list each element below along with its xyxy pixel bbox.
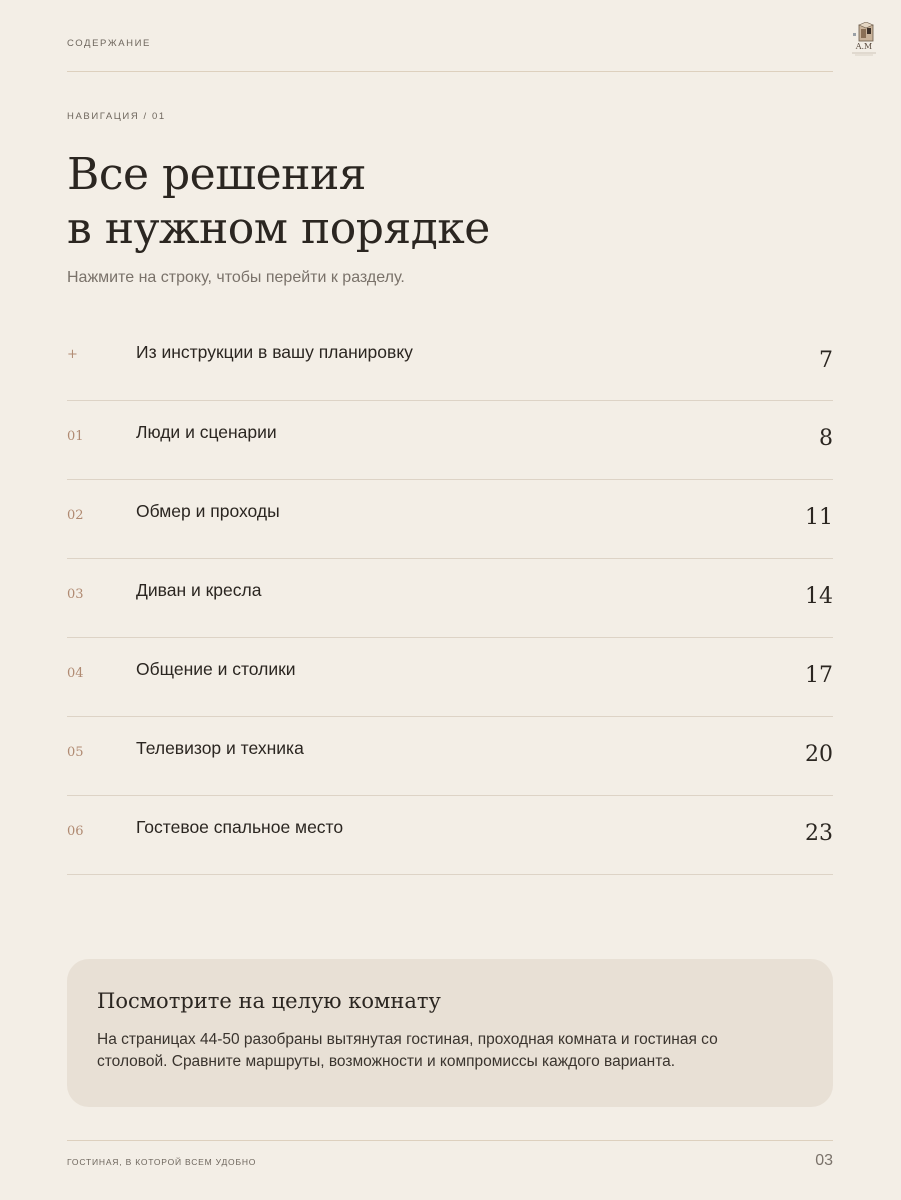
toc-row-05[interactable] [67,717,833,796]
toc-row-page: 8 [819,426,833,451]
toc-row-page: 17 [805,663,833,688]
toc-row-number: 06 [67,824,84,839]
page-title [67,148,490,256]
toc-row-label: Диван и кресла [136,580,262,600]
callout-card [67,959,833,1107]
footer-label: ГОСТИНАЯ, В КОТОРОЙ ВСЕМ УДОБНО [67,1157,257,1167]
page-title-line-1: Все решения [67,149,367,200]
toc-row-label: Из инструкции в вашу планировку [136,342,413,362]
toc-row-number: 01 [67,429,84,444]
toc-row-number: 04 [67,666,84,681]
brand-logo-icon [848,22,880,56]
page [67,0,873,1200]
page-header [67,38,833,50]
toc-row-page: 7 [819,348,833,373]
toc-row-number: 03 [67,587,84,602]
header-label: СОДЕРЖАНИЕ [67,38,151,49]
section-eyebrow: НАВИГАЦИЯ / 01 [67,111,166,122]
toc-row-number: + [67,347,78,362]
toc-row-number: 02 [67,508,84,523]
toc-row-page: 23 [805,821,833,846]
toc-row-label: Гостевое спальное место [136,817,344,837]
toc-row-label: Обмер и проходы [136,501,280,521]
footer-divider [67,1140,833,1141]
toc-row-06[interactable] [67,796,833,875]
table-of-contents [67,322,833,875]
toc-row-page: 20 [805,742,833,767]
toc-row-intro[interactable] [67,322,833,401]
callout-title: Посмотрите на целую комнату [97,989,441,1013]
toc-row-page: 11 [805,505,833,530]
toc-row-label: Люди и сценарии [136,422,277,442]
footer-page-number: 03 [815,1152,833,1169]
toc-row-page: 14 [805,584,833,609]
toc-row-04[interactable] [67,638,833,717]
page-title-line-2: в нужном порядке [67,203,490,254]
toc-row-03[interactable] [67,559,833,638]
toc-row-number: 05 [67,745,84,760]
toc-row-01[interactable] [67,401,833,480]
toc-row-label: Общение и столики [136,659,296,679]
svg-text:A.M: A.M [855,42,873,51]
toc-row-label: Телевизор и техника [136,738,304,758]
header-divider [67,71,833,72]
callout-text: На страницах 44-50 разобраны вытянутая гостиная, проходная комната и гостиная со столовой. Сравните маршруты, возможности и компромиссы каждого варианта. [97,1031,718,1070]
page-subtitle: Нажмите на строку, чтобы перейти к разделу. [67,269,405,286]
toc-row-02[interactable] [67,480,833,559]
